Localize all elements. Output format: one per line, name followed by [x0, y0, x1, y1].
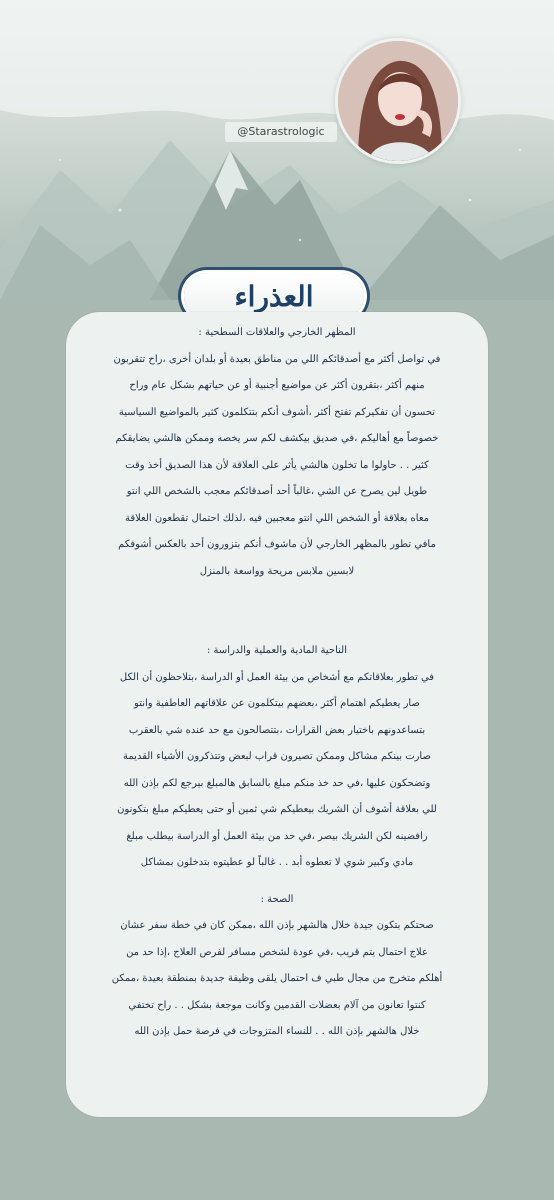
- avatar: [335, 38, 461, 164]
- text-line: منهم أكثر ،بتقرون أكثر عن مواضيع أجنبية أو عن حياتهم بشكل عام وراح: [129, 380, 425, 391]
- text-line: علاج احتمال يتم قريب ،في عودة لشخص مسافر لفرص العلاج ،إذا حد من: [126, 946, 428, 958]
- text-line: خلال هالشهر بإذن الله . . للنساء المتزوجات في فرصة حمل بإذن الله: [134, 1026, 420, 1037]
- mountain-landscape-image: [0, 0, 554, 300]
- text-line: صحتكم بتكون جيدة خلال هالشهر بإذن الله ،ممكن كان في خطة سفر عشان: [120, 920, 434, 931]
- section-heading-health: الصحة :: [260, 893, 294, 905]
- text-line: في تواصل أكثر مع أصدقائكم اللي من مناطق بعيدة أو بلدان أخرى ،راح تتقربون: [113, 353, 441, 365]
- text-line: أهلكم متخرج من مجال طبي ف احتمال يلقى وظيفة جديدة بمنطقة بعيدة ،ممكن: [111, 973, 443, 984]
- text-line: معاه بعلاقة أو الشخص اللي انتو معجبين فيه ،لذلك احتمال تقطعون العلاقة: [124, 512, 430, 524]
- section-heading-finance: الناحية المادية والعملية والدراسة :: [207, 645, 347, 656]
- spacer: [0, 585, 554, 612]
- watermark-handle: @Starastrologic: [225, 122, 337, 142]
- page-title: العذراء: [234, 279, 314, 313]
- text-line: مافي تطور بالمظهر الخارجي لأن ماشوف أنكم بتزورون أحد بالعكس أشوفكم: [118, 539, 436, 550]
- text-line: تحسون أن تفكيركم تفتح أكثر ،أشوف أنكم بتتكلمون كثير بالمواضيع السياسية: [118, 406, 436, 418]
- text-line: بتساعدونهم باختيار بعض القرارات ،بتتصالحون مع حد عنده شي بالعقرب: [128, 724, 426, 736]
- text-line: طويل لين يصرح عن الشي ،غالباً أحد أصدقائكم معجب بالشخص اللي انتو: [126, 486, 428, 497]
- text-line: خصوصاً مع أهاليكم ،في صديق بيكشف لكم سر يخصه وممكن هالشي يضايقكم: [115, 433, 439, 444]
- text-line: صارت بينكم مشاكل وممكن تصيرون قراب لبعض وتتذكرون الأشياء القديمة: [123, 751, 431, 762]
- text-line: وتضحكون عليها ،في حد خذ منكم مبلغ بالسابق هالمبلغ بيرجع لكم بإذن الله: [123, 777, 431, 789]
- text-line: للي بعلاقة أشوف أن الشريك بيعطيكم شي ثمين أو حتى يعطيكم مبلغ بتكونون: [117, 804, 437, 815]
- text-line: لابسين ملابس مريحة وواسعة بالمنزل: [199, 565, 355, 577]
- text-line: رافضينه لكن الشريك بيصر ،في حد من بيئة العمل أو الدراسة بيطلب مبلغ: [126, 830, 428, 842]
- text-line: كنتوا تعانون من آلام بعضلات القدمين وكانت موجعة بشكل . . راح تختفي: [128, 999, 426, 1011]
- spacer: [0, 612, 554, 639]
- horoscope-text: [0, 320, 554, 1046]
- text-line: في تطور بعلاقاتكم مع أشخاص من بيئة العمل أو الدراسة ،بتلاحظون أن الكل: [119, 671, 435, 683]
- text-line: مادي وكبير شوي لا تعطوه أبد . . غالباً لو عطيتوه بتدخلون بمشاكل: [140, 857, 414, 868]
- spacer: [0, 877, 554, 887]
- portrait-illustration: [338, 41, 458, 161]
- section-heading-appearance: المظهر الخارجي والعلاقات السطحية :: [198, 327, 356, 338]
- text-line: كثير . . حاولوا ما تخلون هالشي يأثر على العلاقة لأن هذا الصديق أخذ وقت: [125, 459, 429, 471]
- text-line: صار يعطيكم اهتمام أكثر ،بعضهم بيتكلمون عن علاقاتهم العاطفية وانتو: [134, 698, 420, 709]
